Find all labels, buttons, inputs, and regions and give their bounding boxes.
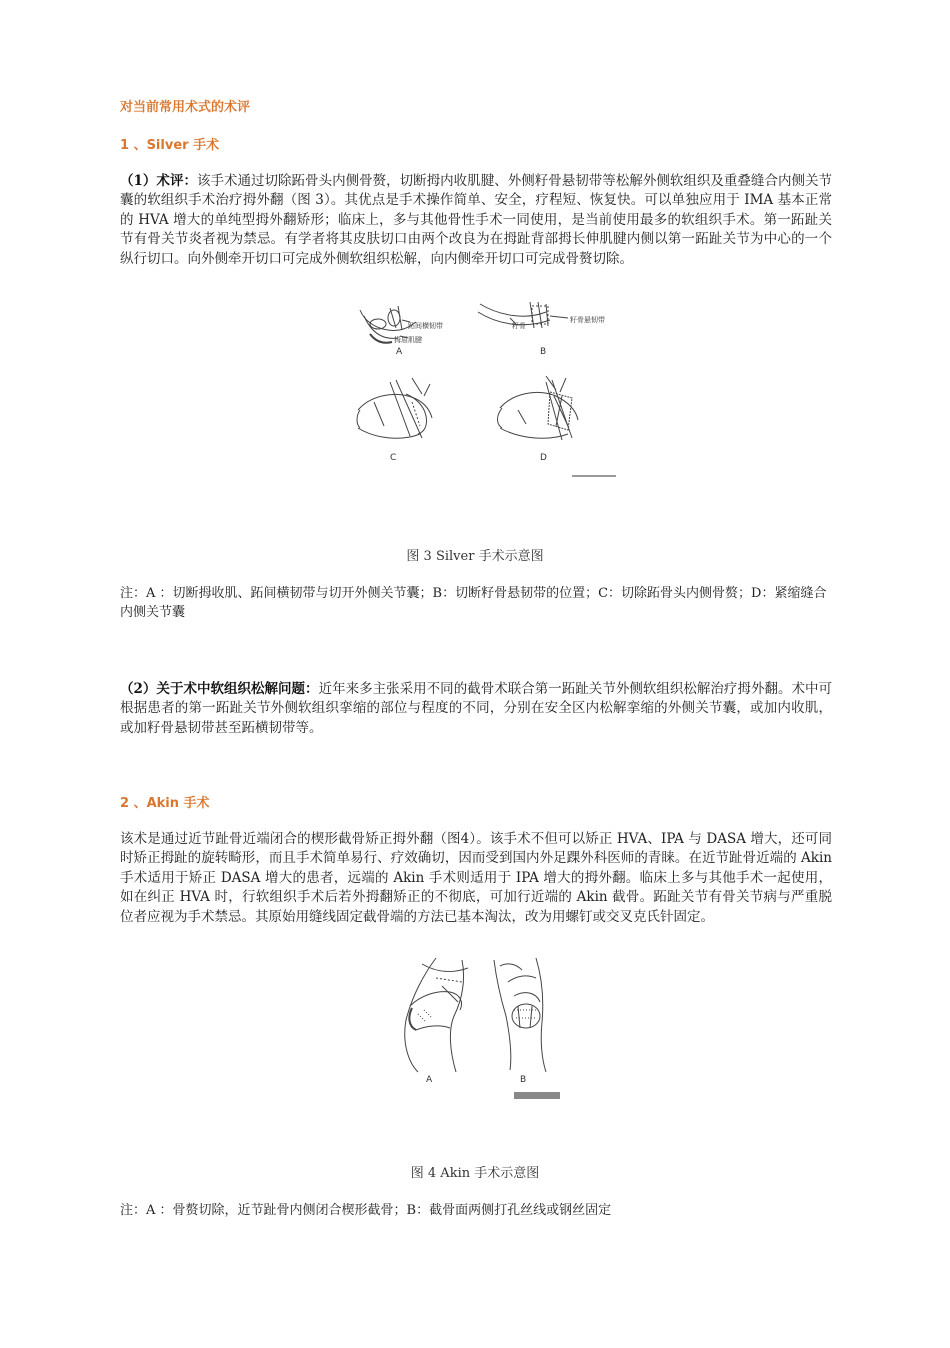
section-1-paragraph-2: [120, 680, 832, 738]
figure-4-label-a: A: [426, 1075, 433, 1085]
figure-3-label-a-text-2: 拇屈肌腱: [394, 336, 422, 344]
figure-3-panel-c: [357, 378, 432, 438]
figure-4-caption: 图 4 Akin 手术示意图: [410, 1166, 540, 1181]
paragraph-lead: （1）术评：: [120, 173, 197, 189]
figure-3-caption: 图 3 Silver 手术示意图: [406, 549, 544, 564]
paragraph-text: 该手术通过切除跖骨头内侧骨赘，切断拇内收肌腱、外侧籽骨悬韧带等松解外侧软组织及重叠缝合内侧关节囊的软组织手术治疗拇外翻（图 3）。其优点是手术操作简单、安全，疗程短、恢复快。可以单独应用于 IMA 基本正常的 HVA 增大的单纯型拇外翻矫形；临床上，多与其他骨性手术一同使用，是当前使用最多的软组织手术。第一跖趾关节有骨关节炎者视为禁忌。有学者将其皮肤切口由两个改良为在拇趾背部拇长伸肌腱内侧以第一跖趾关节为中心的一个纵行切口。向外侧牵开切口可完成外侧软组织松解，向内侧牵开切口可完成骨赘切除。: [120, 173, 832, 267]
paragraph-text: 近年来多主张采用不同的截骨术联合第一跖趾关节外侧软组织松解治疗拇外翻。术中可根据患者的第一跖趾关节外侧软组织挛缩的部位与程度的不同，分别在安全区内松解挛缩的外侧关节囊，或加内收肌，或加籽骨悬韧带甚至跖横韧带等。: [120, 681, 832, 736]
figure-4-scale-bar: [514, 1092, 560, 1099]
figure-3-drawing: [350, 298, 630, 480]
figure-3-label-d: D: [540, 453, 547, 463]
figure-3-label-b-text-1: 籽骨: [512, 322, 526, 330]
figure-4-akin-illustration: [396, 956, 576, 1102]
figure-4-label-b: B: [520, 1075, 527, 1085]
figure-4-drawing: [396, 956, 576, 1102]
section-1-heading: 1 、Silver 手术: [120, 138, 220, 153]
section-2-paragraph-1: 该术是通过近节趾骨近端闭合的楔形截骨矫正拇外翻（图4）。该手术不但可以矫正 HVA、IPA 与 DASA 增大，还可同时矫正拇趾的旋转畸形，而且手术简单易行、疗效确切，因而受到国内外足踝外科医师的青睐。在近节趾骨近端的 Akin 手术适用于矫正 DASA 增大的患者，远端的 Akin 手术则适用于 IPA 增大的拇外翻。临床上多与其他手术一起使用，如在纠正 HVA 时，行软组织手术后若外拇翻矫正的不彻底，可加行近端的 Akin 截骨。跖趾关节有骨关节病与严重脱位者应视为手术禁忌。其原始用缝线固定截骨端的方法已基本淘汰，改为用螺钉或交叉克氏针固定。: [120, 831, 832, 925]
section-1-paragraph-1: [120, 172, 832, 269]
figure-3-label-b-text-2: 籽骨悬韧带: [570, 316, 605, 324]
figure-3-silver-illustration: [350, 298, 630, 480]
section-2-heading: 2 、Akin 手术: [120, 796, 210, 811]
figure-3-label-b: B: [540, 347, 547, 357]
figure-4-note: 注：A ：骨赘切除，近节趾骨内侧闭合楔形截骨；B：截骨面两侧打孔丝线或钢丝固定: [120, 1203, 612, 1218]
figure-3-label-c: C: [390, 453, 397, 463]
figure-3-label-a: A: [396, 347, 403, 357]
figure-3-panel-d: [498, 376, 579, 440]
figure-3-note: 注：A ：切断拇收肌、跖间横韧带与切开外侧关节囊；B：切断籽骨悬韧带的位置；C：切除跖骨头内侧骨赘；D：紧缩缝合内侧关节囊: [120, 586, 827, 621]
figure-4-panel-b: [494, 958, 546, 1072]
figure-4-panel-a: [405, 958, 468, 1072]
document-title: 对当前常用术式的术评: [120, 100, 251, 115]
figure-3-label-a-text-1: 跖间横韧带: [408, 322, 443, 330]
paragraph-lead: （2）关于术中软组织松解问题：: [120, 681, 319, 697]
